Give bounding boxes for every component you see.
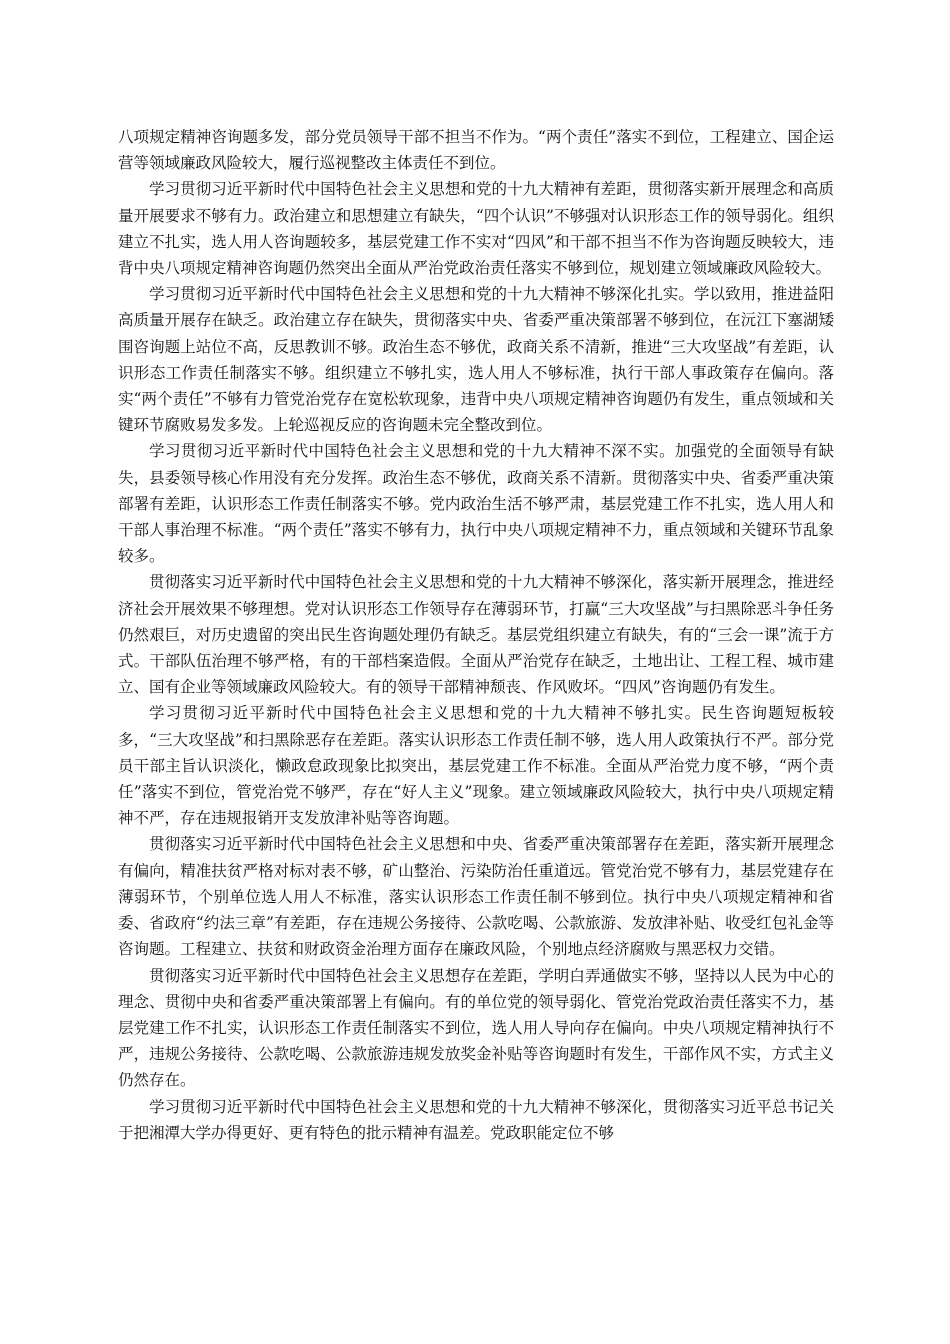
paragraph-5: 贯彻落实习近平新时代中国特色社会主义思想和党的十九大精神不够深化，落实新开展理念，推进经济社会开展效果不够理想。党对认识形态工作领导存在薄弱环节，打赢“三大攻坚战”与扫黑除恶斗争任务仍然艰巨，对历史遗留的突出民生咨询题处理仍有缺乏。基层党组织建立有缺失，有的“三会一课”流于方式。干部队伍治理不够严格，有的干部档案造假。全面从严治党存在缺乏，土地出让、工程工程、城市建立、国有企业等领域廉政风险较大。有的领导干部精神颓丧、作风败坏。“四风”咨询题仍有发生。	[118, 573, 834, 697]
document-page	[118, 124, 834, 1146]
paragraph-7: 贯彻落实习近平新时代中国特色社会主义思想和中央、省委严重决策部署存在差距，落实新开展理念有偏向，精准扶贫严格对标对表不够，矿山整治、污染防治任重道远。管党治党不够有力，基层党建存在薄弱环节，个别单位选人用人不标准，落实认识形态工作责任制不够到位。执行中央八项规定精神和省委、省政府“约法三章”有差距，存在违规公务接待、公款吃喝、公款旅游、发放津补贴、收受红包礼金等咨询题。工程建立、扶贫和财政资金治理方面存在廉政风险，个别地点经济腐败与黑恶权力交错。	[118, 835, 834, 959]
paragraph-3: 学习贯彻习近平新时代中国特色社会主义思想和党的十九大精神不够深化扎实。学以致用，推进益阳高质量开展存在缺乏。政治建立存在缺失，贯彻落实中央、省委严重决策部署不够到位，在沅江下塞湖矮围咨询题上站位不高，反思教训不够。政治生态不够优，政商关系不清新，推进“三大攻坚战”有差距，认识形态工作责任制落实不够。组织建立不够扎实，选人用人不够标准，执行干部人事政策存在偏向。落实“两个责任”不够有力管党治党存在宽松软现象，违背中央八项规定精神咨询题仍有发生，重点领域和关键环节腐败易发多发。上轮巡视反应的咨询题未完全整改到位。	[118, 285, 834, 435]
paragraph-4: 学习贯彻习近平新时代中国特色社会主义思想和党的十九大精神不深不实。加强党的全面领导有缺失，县委领导核心作用没有充分发挥。政治生态不够优，政商关系不清新。贯彻落实中央、省委严重决策部署有差距，认识形态工作责任制落实不够。党内政治生活不够严肃，基层党建工作不扎实，选人用人和干部人事治理不标准。“两个责任”落实不够有力，执行中央八项规定精神不力，重点领域和关键环节乱象较多。	[118, 442, 834, 566]
paragraph-9: 学习贯彻习近平新时代中国特色社会主义思想和党的十九大精神不够深化，贯彻落实习近平总书记关于把湘潭大学办得更好、更有特色的批示精神有温差。党政职能定位不够	[118, 1097, 834, 1142]
paragraph-8: 贯彻落实习近平新时代中国特色社会主义思想存在差距，学明白弄通做实不够，坚持以人民为中心的理念、贯彻中央和省委严重决策部署上有偏向。有的单位党的领导弱化、管党治党政治责任落实不力，基层党建工作不扎实，认识形态工作责任制落实不到位，选人用人导向存在偏向。中央八项规定精神执行不严，违规公务接待、公款吃喝、公款旅游违规发放奖金补贴等咨询题时有发生，干部作风不实，方式主义仍然存在。	[118, 966, 834, 1090]
paragraph-1: 八项规定精神咨询题多发，部分党员领导干部不担当不作为。“两个责任”落实不到位，工程建立、国企运营等领域廉政风险较大，履行巡视整改主体责任不到位。	[118, 128, 834, 173]
paragraph-6: 学习贯彻习近平新时代中国特色社会主义思想和党的十九大精神不够扎实。民生咨询题短板较多，“三大攻坚战”和扫黑除恶存在差距。落实认识形态工作责任制不够，选人用人政策执行不严。部分党员干部主旨认识淡化，懒政怠政现象比拟突出，基层党建工作不标准。全面从严治党力度不够，“两个责任”落实不到位，管党治党不够严，存在“好人主义”现象。建立领域廉政风险较大，执行中央八项规定精神不严，存在违规报销开支发放津补贴等咨询题。	[118, 704, 834, 828]
paragraph-2: 学习贯彻习近平新时代中国特色社会主义思想和党的十九大精神有差距，贯彻落实新开展理念和高质量开展要求不够有力。政治建立和思想建立有缺失，“四个认识”不够强对认识形态工作的领导弱化。组织建立不扎实，选人用人咨询题较多，基层党建工作不实对“四风”和干部不担当不作为咨询题反映较大，违背中央八项规定精神咨询题仍然突出全面从严治党政治责任落实不够到位，规划建立领域廉政风险较大。	[118, 180, 834, 278]
